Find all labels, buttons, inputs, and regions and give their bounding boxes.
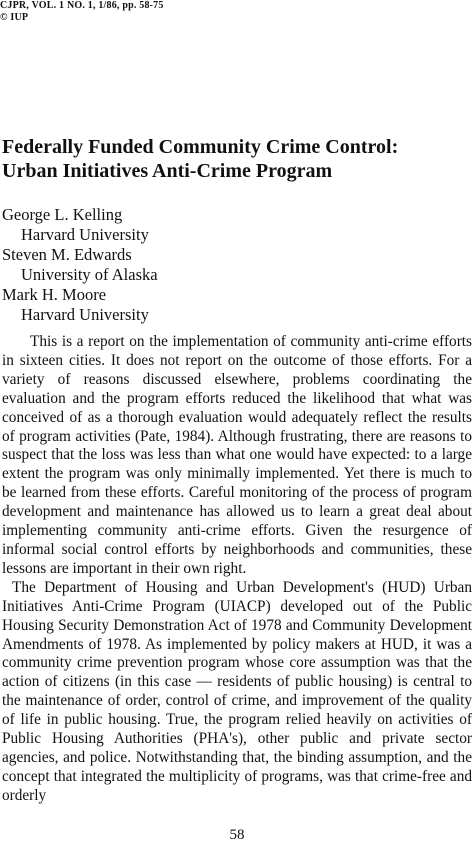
body-paragraph: The Department of Housing and Urban Development's (HUD) Urban Initiatives Anti-Crime Program (UIACP) developed out of the Public Housing Security Demonstration Act of 1978 and Community Development Amendments of 1978. As implemented by policy makers at HUD, it was a community crime prevention program whose core assumption was that the action of citizens (in this case — residents of public housing) is central to the maintenance of order, control of crime, and improvement of the quality of life in public housing. True, the program relied heavily on activities of Public Housing Authorities (PHA's), other public and private sector agencies, and police. Notwithstanding that, the binding assumption, and the concept that integrated the multiplicity of programs, was that crime-free and orderly	[2, 578, 472, 804]
copyright-line: © IUP	[0, 12, 29, 23]
article-title-line-2: Urban Initiatives Anti-Crime Program	[2, 160, 333, 182]
body-paragraph: This is a report on the implementation of community anti-crime efforts in sixteen cities. It does not report on the outcome of those efforts. For a variety of reasons discussed elsewhere, problems coordinating the evaluation and the program efforts reduced the likelihood that what was conceived of as a thorough evaluation would adequately reflect the results of program activities (Pate, 1984). Although frustrating, there are reasons to suspect that the loss was less than what one would have expected: to a large extent the program was only minimally implemented. Yet there is much to be learned from these efforts. Careful monitoring of the process of program development and maintenance has allowed us to learn a great deal about implementing community anti-crime efforts. Given the resurgence of informal social control efforts by neighborhoods and communities, these lessons are important in their own right.	[2, 333, 472, 577]
journal-citation: CJPR, VOL. 1 NO. 1, 1/86, pp. 58-75	[0, 0, 164, 11]
article-title-line-1: Federally Funded Community Crime Control:	[2, 136, 399, 158]
page-number: 58	[229, 827, 245, 843]
article-title	[2, 135, 470, 183]
author-list	[2, 205, 158, 325]
author-name: Steven M. Edwards	[2, 245, 132, 264]
article-body	[2, 333, 472, 806]
author-name: George L. Kelling	[2, 205, 123, 224]
author-affiliation: University of Alaska	[21, 265, 158, 284]
journal-header	[0, 0, 164, 24]
author-affiliation: Harvard University	[21, 305, 149, 324]
author-affiliation: Harvard University	[21, 225, 149, 244]
author-name: Mark H. Moore	[2, 285, 107, 304]
